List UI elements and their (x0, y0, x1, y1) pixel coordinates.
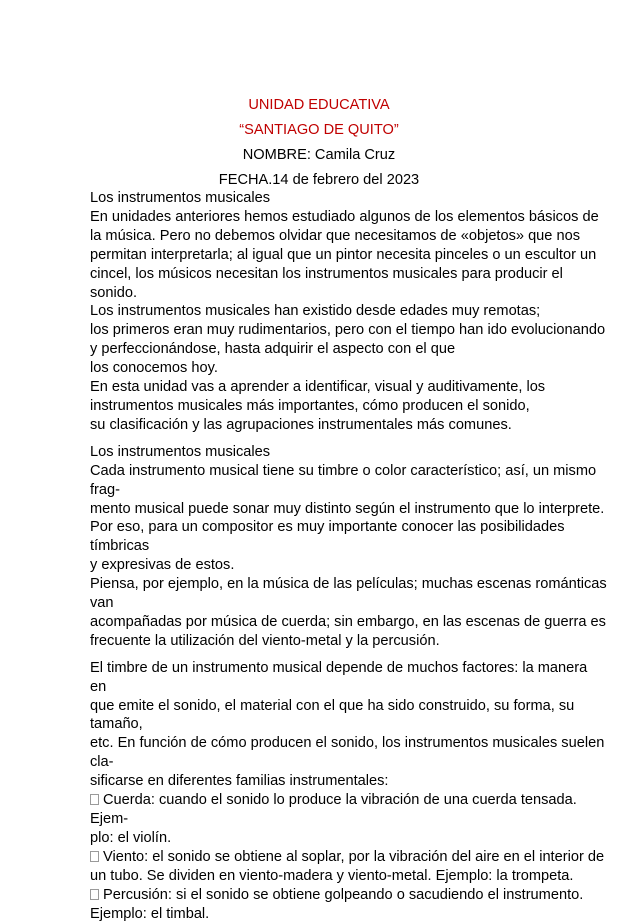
text-line: la música. Pero no debemos olvidar que necesitamos de «objetos» que nos (90, 227, 581, 244)
text-line: instrumentos musicales más importantes, cómo producen el sonido, (90, 397, 530, 414)
text-line: y perfeccionándose, hasta adquirir el aspecto con el que (90, 341, 456, 358)
text-line: en (90, 678, 107, 695)
text-line: que emite el sonido, el material con el que ha sido construido, su forma, su (90, 697, 575, 714)
school-heading: UNIDAD EDUCATIVA (248, 97, 390, 113)
text-line: tímbricas (90, 538, 150, 555)
paragraph-spacer (90, 435, 560, 443)
text-line: En esta unidad vas a aprender a identificar, visual y auditivamente, los (90, 379, 546, 396)
student-name: NOMBRE: Camila Cruz (242, 147, 396, 163)
text-line: frag- (90, 481, 121, 498)
list-item-text: Viento: el sonido se obtiene al soplar, por la vibración del aire en el interior de (103, 848, 605, 865)
text-line: van (90, 595, 114, 612)
paragraph-spacer (90, 651, 560, 659)
text-line: plo: el violín. (90, 829, 172, 846)
text-line: un tubo. Se dividen en viento-madera y viento-metal. Ejemplo: la trompeta. (90, 867, 574, 884)
section-heading: Los instrumentos musicales (90, 443, 271, 460)
list-item-cuerda (90, 791, 577, 810)
text-line: Los instrumentos musicales han existido desde edades muy remotas; (90, 303, 541, 320)
missing-glyph-bullet-icon (90, 889, 99, 900)
text-line: los conocemos hoy. (90, 360, 218, 377)
document-body (90, 189, 607, 923)
text-line: mento musical puede sonar muy distinto según el instrumento que lo interprete. (90, 500, 605, 517)
text-line: permitan interpretarla; al igual que un pintor necesita pinceles o un escultor un (90, 246, 597, 263)
section-heading: Los instrumentos musicales (90, 190, 271, 206)
text-line: sificarse en diferentes familias instrumentales: (90, 773, 389, 790)
list-item-text: Cuerda: cuando el sonido lo produce la vibración de una cuerda tensada. (103, 792, 577, 809)
text-line: En unidades anteriores hemos estudiado algunos de los elementos básicos de (90, 208, 599, 225)
text-line: los primeros eran muy rudimentarios, pero con el tiempo han ido evolucionando (90, 322, 606, 339)
list-item-viento (90, 848, 605, 867)
text-line: cincel, los músicos necesitan los instrumentos musicales para producir el (90, 265, 563, 282)
paragraph-timbre (90, 443, 607, 651)
text-line: su clasificación y las agrupaciones instrumentales más comunes. (90, 416, 512, 433)
text-line: frecuente la utilización del viento-metal y la percusión. (90, 632, 440, 649)
missing-glyph-bullet-icon (90, 851, 99, 862)
paragraph-intro (90, 189, 606, 435)
paragraph-families (90, 659, 605, 923)
text-line: El timbre de un instrumento musical depende de muchos factores: la manera (90, 659, 588, 676)
text-line: Cada instrumento musical tiene su timbre o color característico; así, un mismo (90, 462, 597, 479)
school-name-heading: “SANTIAGO DE QUITO” (239, 122, 399, 138)
text-line: cla- (90, 754, 114, 771)
text-line: Por eso, para un compositor es muy importante conocer las posibilidades (90, 519, 565, 536)
text-line: etc. En función de cómo producen el sonido, los instrumentos musicales suelen (90, 735, 605, 752)
list-item-text: Percusión: si el sonido se obtiene golpeando o sacudiendo el instrumento. (103, 886, 584, 903)
text-line: tamaño, (90, 716, 143, 733)
text-line: sonido. (90, 284, 138, 301)
text-line: Piensa, por ejemplo, en la música de las películas; muchas escenas románticas (90, 576, 607, 593)
text-line: acompañadas por música de cuerda; sin embargo, en las escenas de guerra es (90, 613, 606, 630)
document-date: FECHA.14 de febrero del 2023 (218, 172, 420, 188)
text-line: y expresivas de estos. (90, 557, 235, 574)
text-line: Ejemplo: el timbal. (90, 905, 210, 922)
missing-glyph-bullet-icon (90, 794, 99, 805)
text-line: Ejem- (90, 811, 129, 827)
